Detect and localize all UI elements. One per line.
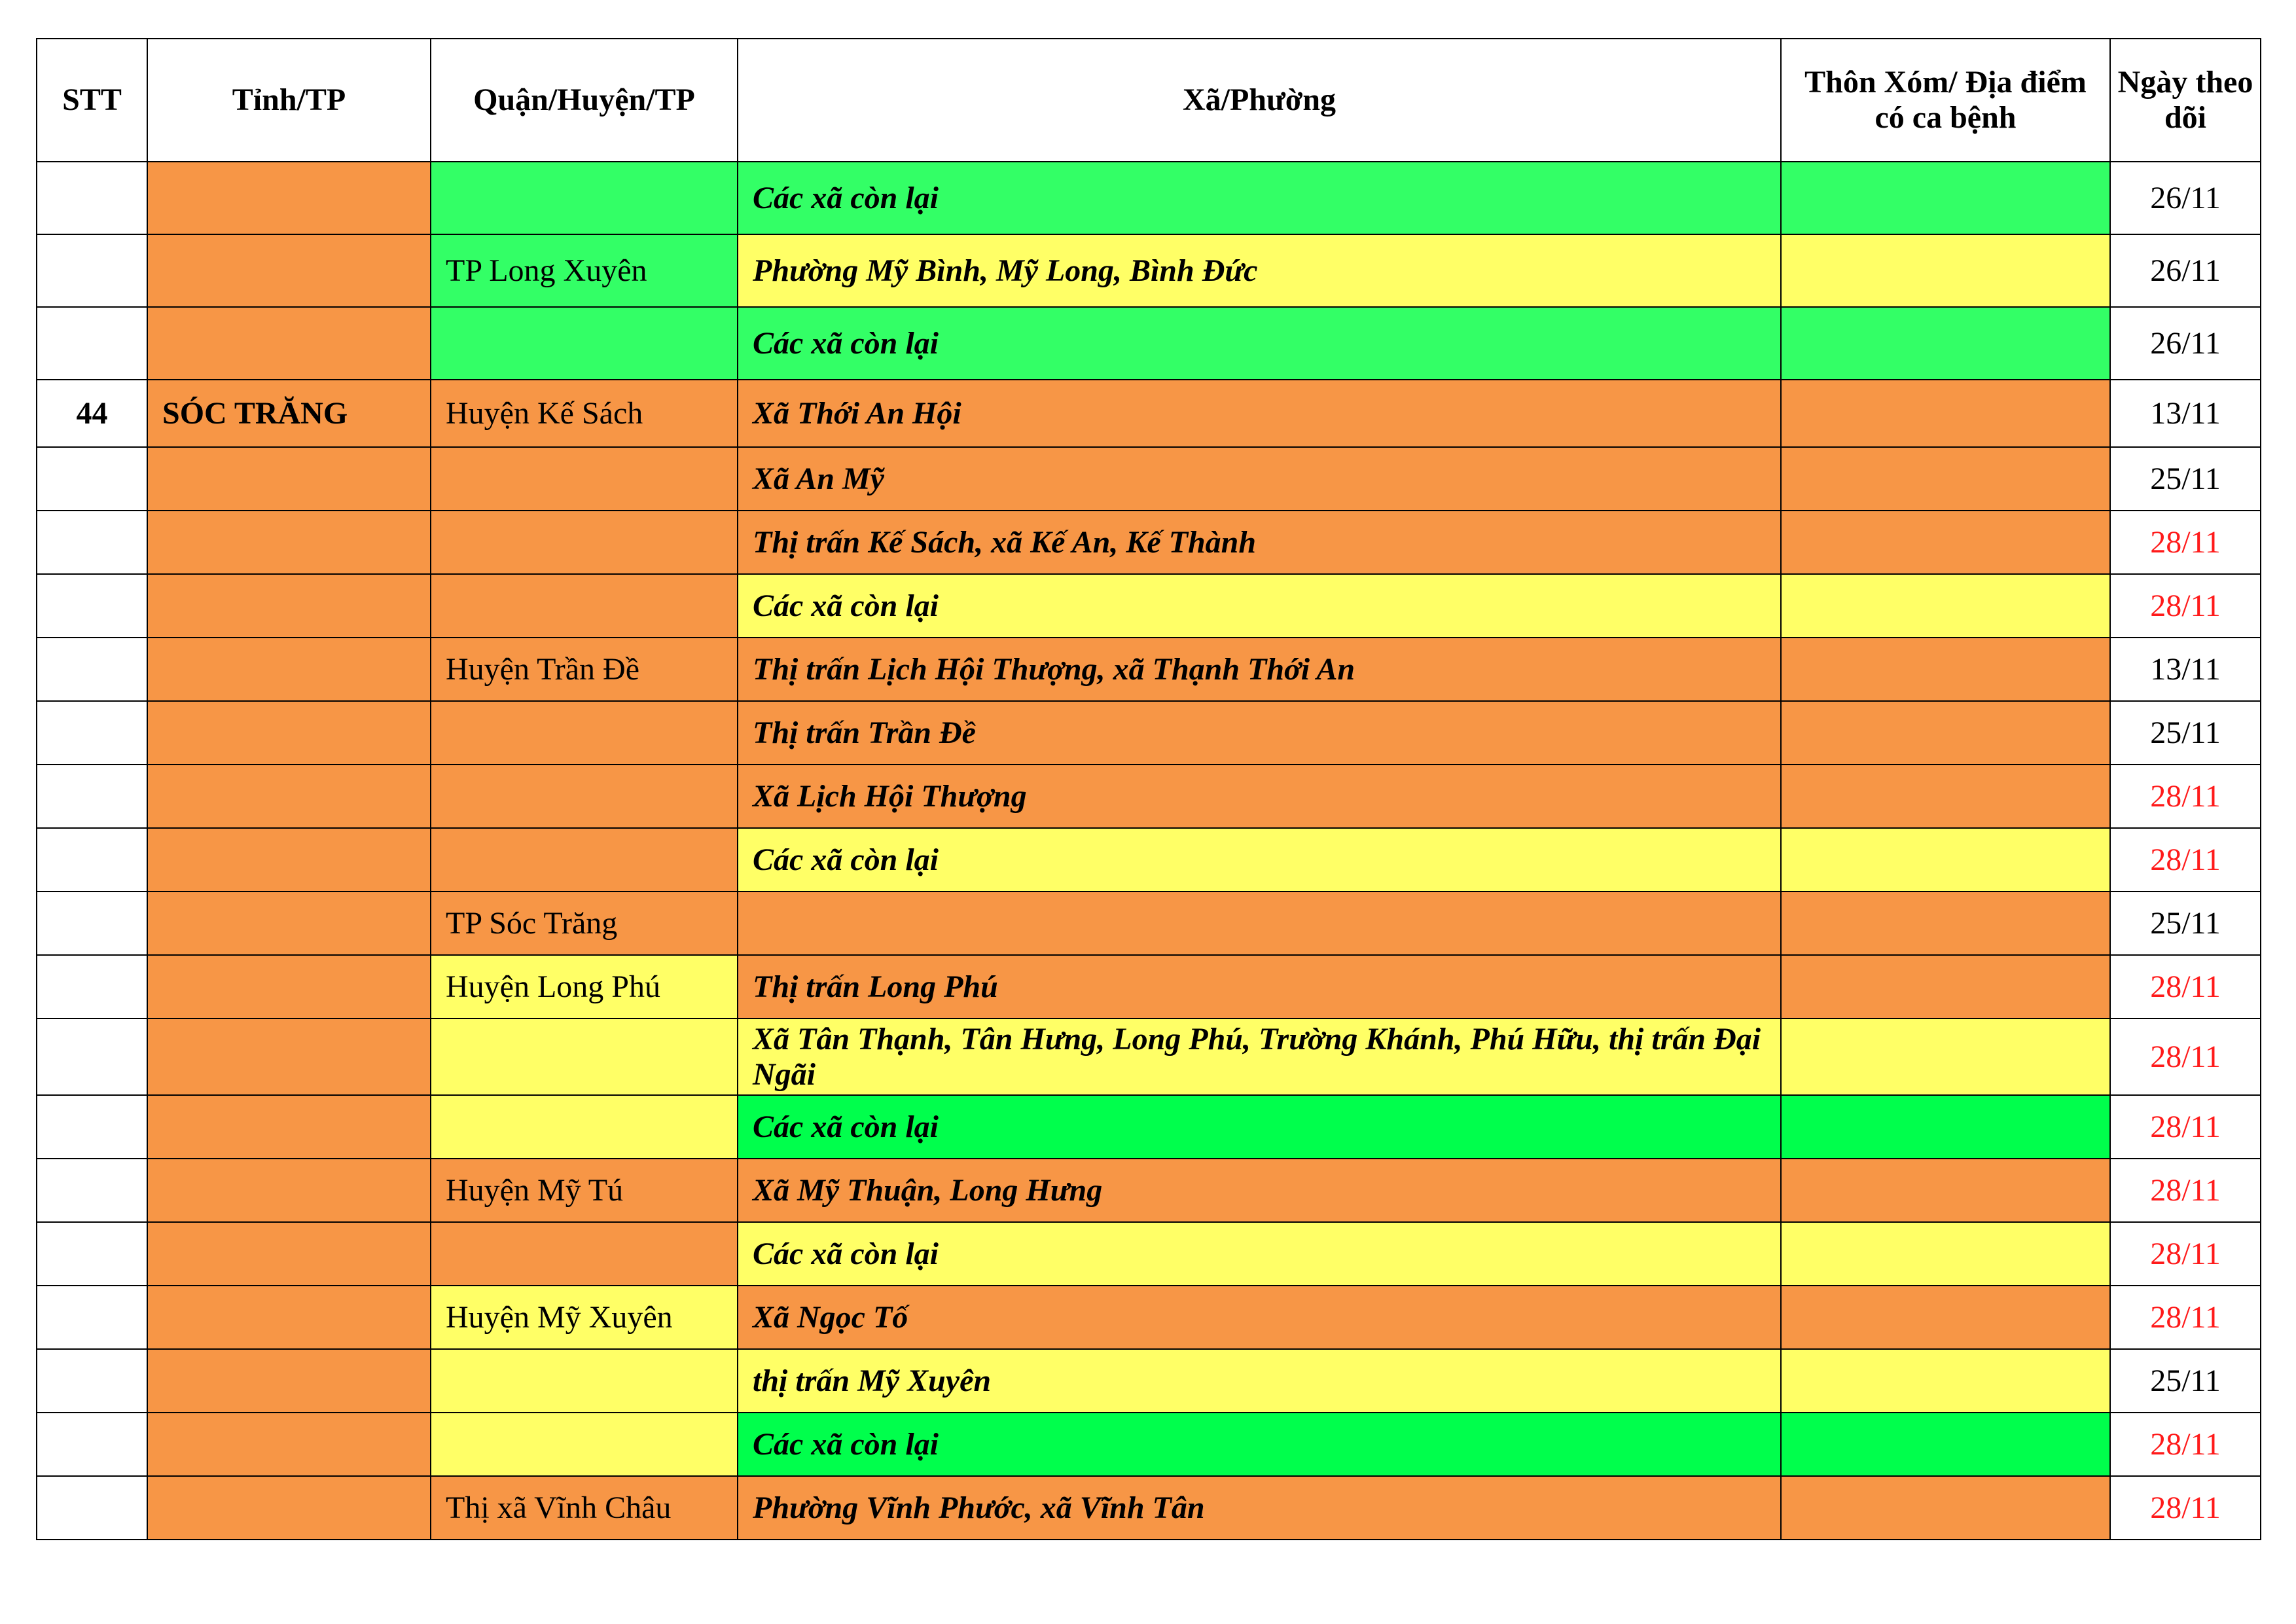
row-district-cell: TP Long Xuyên: [431, 234, 738, 307]
row-province-cell: [147, 892, 431, 955]
row-date-cell: 28/11: [2110, 955, 2261, 1019]
row-date-cell: 28/11: [2110, 1286, 2261, 1349]
row-date-cell: 28/11: [2110, 765, 2261, 828]
table-row: [37, 511, 2261, 574]
row-province-cell: [147, 765, 431, 828]
row-date-cell: 28/11: [2110, 828, 2261, 892]
row-hamlet-cell: [1781, 1349, 2110, 1413]
row-district-cell: [431, 162, 738, 234]
row-date-cell: 28/11: [2110, 1019, 2261, 1095]
row-date-cell: 28/11: [2110, 574, 2261, 638]
table-row: [37, 1095, 2261, 1159]
row-commune-cell: Xã Lịch Hội Thượng: [738, 765, 1781, 828]
row-commune-cell: [738, 892, 1781, 955]
table-row: [37, 380, 2261, 447]
table-row: [37, 892, 2261, 955]
row-commune-cell: Thị trấn Trần Đề: [738, 701, 1781, 765]
header-xa: Xã/Phường: [738, 39, 1781, 162]
row-date-cell: 26/11: [2110, 307, 2261, 380]
row-hamlet-cell: [1781, 1019, 2110, 1095]
row-district-cell: Huyện Mỹ Xuyên: [431, 1286, 738, 1349]
row-province-cell: [147, 1019, 431, 1095]
row-district-cell: [431, 574, 738, 638]
header-thon: Thôn Xóm/ Địa điểm có ca bệnh: [1781, 39, 2110, 162]
row-commune-cell: Xã Thới An Hội: [738, 380, 1781, 447]
row-hamlet-cell: [1781, 234, 2110, 307]
row-stt-cell: [37, 1349, 147, 1413]
row-province-cell: [147, 701, 431, 765]
row-province-cell: [147, 307, 431, 380]
table-row: [37, 701, 2261, 765]
table-row: [37, 828, 2261, 892]
table-row: [37, 1413, 2261, 1476]
table-body: [37, 162, 2261, 1540]
table-row: [37, 1019, 2261, 1095]
header-ngay: Ngày theo dõi: [2110, 39, 2261, 162]
row-hamlet-cell: [1781, 765, 2110, 828]
row-province-cell: [147, 1349, 431, 1413]
row-district-cell: [431, 828, 738, 892]
row-stt-cell: [37, 892, 147, 955]
row-province-cell: [147, 638, 431, 701]
row-district-cell: TP Sóc Trăng: [431, 892, 738, 955]
row-date-cell: 13/11: [2110, 380, 2261, 447]
row-hamlet-cell: [1781, 1286, 2110, 1349]
row-province-cell: [147, 1095, 431, 1159]
row-province-cell: [147, 574, 431, 638]
row-district-cell: [431, 1019, 738, 1095]
row-stt-cell: [37, 828, 147, 892]
row-district-cell: Huyện Kế Sách: [431, 380, 738, 447]
row-district-cell: [431, 1095, 738, 1159]
row-province-cell: [147, 447, 431, 511]
row-date-cell: 28/11: [2110, 1476, 2261, 1540]
row-hamlet-cell: [1781, 638, 2110, 701]
row-district-cell: [431, 511, 738, 574]
row-hamlet-cell: [1781, 307, 2110, 380]
row-commune-cell: Các xã còn lại: [738, 1222, 1781, 1286]
row-province-cell: [147, 1222, 431, 1286]
table-row: [37, 234, 2261, 307]
row-hamlet-cell: [1781, 1159, 2110, 1222]
row-commune-cell: Phường Vĩnh Phước, xã Vĩnh Tân: [738, 1476, 1781, 1540]
row-district-cell: [431, 765, 738, 828]
row-hamlet-cell: [1781, 162, 2110, 234]
row-stt-cell: [37, 574, 147, 638]
row-commune-cell: Xã Tân Thạnh, Tân Hưng, Long Phú, Trường Khánh, Phú Hữu, thị trấn Đại Ngãi: [738, 1019, 1781, 1095]
row-stt-cell: [37, 447, 147, 511]
row-district-cell: [431, 307, 738, 380]
row-date-cell: 26/11: [2110, 234, 2261, 307]
row-date-cell: 25/11: [2110, 701, 2261, 765]
row-stt-cell: [37, 162, 147, 234]
row-commune-cell: Các xã còn lại: [738, 574, 1781, 638]
table-row: [37, 638, 2261, 701]
table-row: [37, 1286, 2261, 1349]
table-row: [37, 955, 2261, 1019]
row-hamlet-cell: [1781, 892, 2110, 955]
row-hamlet-cell: [1781, 574, 2110, 638]
header-tinh: Tỉnh/TP: [147, 39, 431, 162]
row-date-cell: 25/11: [2110, 1349, 2261, 1413]
row-province-cell: [147, 234, 431, 307]
row-commune-cell: Các xã còn lại: [738, 1095, 1781, 1159]
covid-commune-table: [36, 38, 2261, 1540]
row-stt-cell: [37, 307, 147, 380]
row-district-cell: [431, 701, 738, 765]
row-district-cell: [431, 1413, 738, 1476]
row-commune-cell: Các xã còn lại: [738, 162, 1781, 234]
row-stt-cell: [37, 1222, 147, 1286]
row-date-cell: 28/11: [2110, 511, 2261, 574]
row-commune-cell: Các xã còn lại: [738, 828, 1781, 892]
row-commune-cell: thị trấn Mỹ Xuyên: [738, 1349, 1781, 1413]
row-stt-cell: [37, 701, 147, 765]
row-hamlet-cell: [1781, 701, 2110, 765]
header-stt: STT: [37, 39, 147, 162]
table-row: [37, 1476, 2261, 1540]
row-date-cell: 25/11: [2110, 892, 2261, 955]
row-date-cell: 28/11: [2110, 1159, 2261, 1222]
table-row: [37, 447, 2261, 511]
row-stt-cell: [37, 1159, 147, 1222]
row-commune-cell: Các xã còn lại: [738, 307, 1781, 380]
row-province-cell: [147, 1286, 431, 1349]
row-district-cell: Huyện Mỹ Tú: [431, 1159, 738, 1222]
row-hamlet-cell: [1781, 1222, 2110, 1286]
row-hamlet-cell: [1781, 1413, 2110, 1476]
table-row: [37, 162, 2261, 234]
row-stt-cell: [37, 511, 147, 574]
row-province-cell: [147, 1476, 431, 1540]
row-date-cell: 13/11: [2110, 638, 2261, 701]
row-stt-cell: [37, 638, 147, 701]
table-row: [37, 574, 2261, 638]
row-hamlet-cell: [1781, 1476, 2110, 1540]
row-stt-cell: [37, 234, 147, 307]
row-hamlet-cell: [1781, 1095, 2110, 1159]
row-district-cell: [431, 447, 738, 511]
row-province-cell: [147, 162, 431, 234]
table-row: [37, 1222, 2261, 1286]
table-row: [37, 1349, 2261, 1413]
row-commune-cell: Thị trấn Long Phú: [738, 955, 1781, 1019]
header-quan: Quận/Huyện/TP: [431, 39, 738, 162]
row-province-cell: [147, 828, 431, 892]
row-commune-cell: Xã Mỹ Thuận, Long Hưng: [738, 1159, 1781, 1222]
row-commune-cell: Thị trấn Kế Sách, xã Kế An, Kế Thành: [738, 511, 1781, 574]
row-stt-cell: [37, 765, 147, 828]
row-date-cell: 25/11: [2110, 447, 2261, 511]
row-district-cell: [431, 1222, 738, 1286]
row-province-cell: [147, 1413, 431, 1476]
row-commune-cell: Phường Mỹ Bình, Mỹ Long, Bình Đức: [738, 234, 1781, 307]
table-row: [37, 307, 2261, 380]
row-hamlet-cell: [1781, 447, 2110, 511]
row-commune-cell: Các xã còn lại: [738, 1413, 1781, 1476]
row-date-cell: 28/11: [2110, 1095, 2261, 1159]
row-province-cell: [147, 511, 431, 574]
row-commune-cell: Thị trấn Lịch Hội Thượng, xã Thạnh Thới An: [738, 638, 1781, 701]
row-stt-cell: [37, 955, 147, 1019]
row-hamlet-cell: [1781, 828, 2110, 892]
row-district-cell: Huyện Long Phú: [431, 955, 738, 1019]
table-row: [37, 1159, 2261, 1222]
row-province-cell: [147, 1159, 431, 1222]
header-row: [37, 39, 2261, 162]
row-date-cell: 26/11: [2110, 162, 2261, 234]
row-stt-cell: [37, 1019, 147, 1095]
row-district-cell: Thị xã Vĩnh Châu: [431, 1476, 738, 1540]
row-commune-cell: Xã An Mỹ: [738, 447, 1781, 511]
row-province-cell: [147, 955, 431, 1019]
row-date-cell: 28/11: [2110, 1413, 2261, 1476]
row-stt-cell: [37, 1286, 147, 1349]
row-stt-cell: [37, 1413, 147, 1476]
row-province-cell: SÓC TRĂNG: [147, 380, 431, 447]
row-commune-cell: Xã Ngọc Tố: [738, 1286, 1781, 1349]
row-district-cell: [431, 1349, 738, 1413]
row-hamlet-cell: [1781, 511, 2110, 574]
row-date-cell: 28/11: [2110, 1222, 2261, 1286]
row-stt-cell: [37, 1095, 147, 1159]
row-district-cell: Huyện Trần Đề: [431, 638, 738, 701]
row-stt-cell: [37, 1476, 147, 1540]
row-hamlet-cell: [1781, 380, 2110, 447]
row-stt-cell: 44: [37, 380, 147, 447]
row-hamlet-cell: [1781, 955, 2110, 1019]
table-row: [37, 765, 2261, 828]
